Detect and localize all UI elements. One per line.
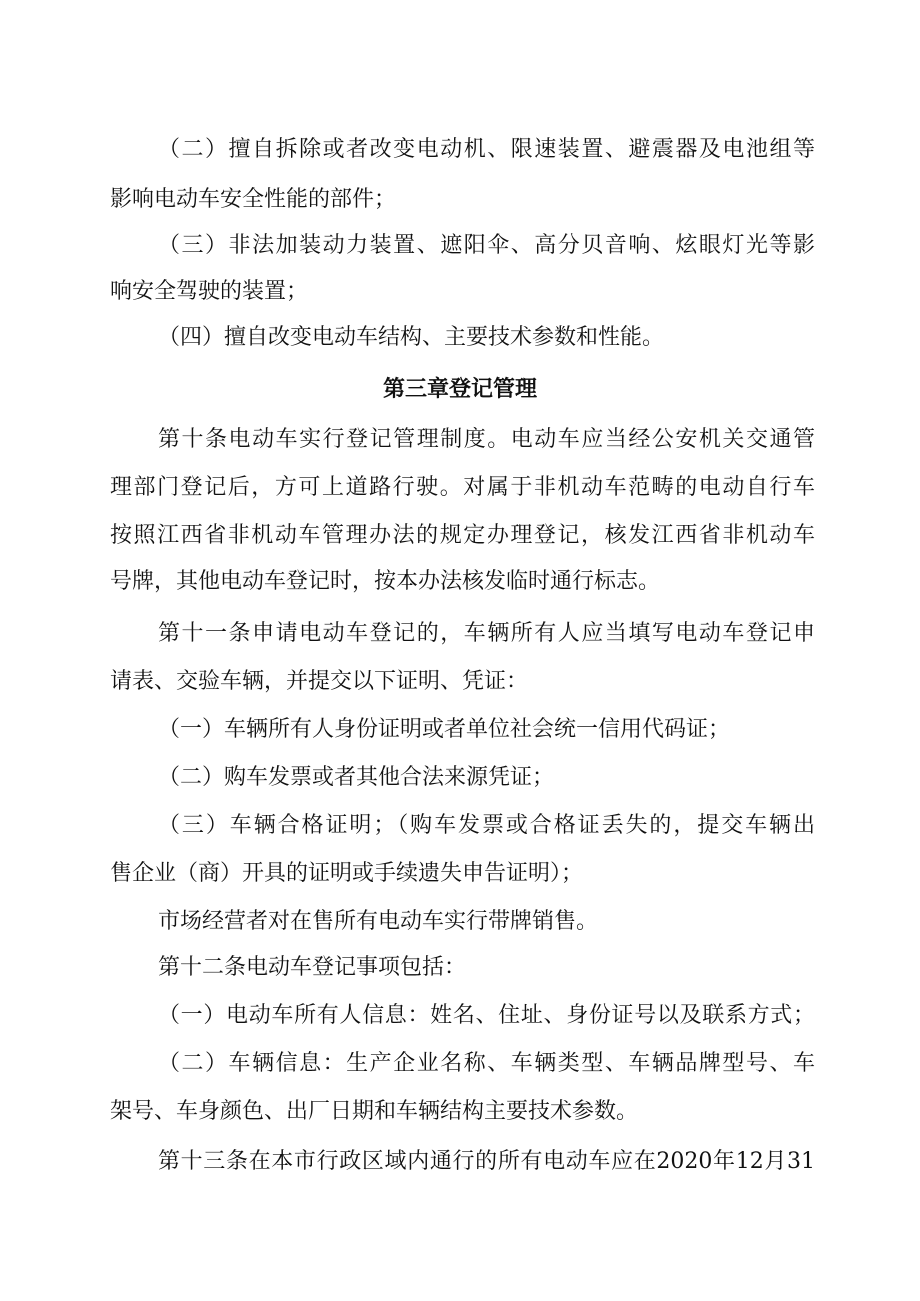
- paragraph-line: 第十条电动车实行登记管理制度。电动车应当经公安机关交通管: [158, 427, 815, 452]
- paragraph-line: 市场经营者对在售所有电动车实行带牌销售。: [158, 909, 599, 934]
- paragraph-line: 第十二条电动车登记事项包括：: [158, 955, 467, 980]
- chapter-heading: 第三章登记管理: [382, 377, 537, 402]
- paragraph-line: 响安全驾驶的装置；: [110, 279, 309, 304]
- paragraph-line: （二）车辆信息：生产企业名称、车辆类型、车辆品牌型号、车: [158, 1051, 815, 1076]
- paragraph-line: （三）车辆合格证明；（购车发票或合格证丢失的，提交车辆出: [158, 813, 815, 838]
- paragraph-line: 第十一条申请电动车登记的，车辆所有人应当填写电动车登记申: [158, 621, 815, 646]
- paragraph-line: （四）擅自改变电动车结构、主要技术参数和性能。: [158, 325, 665, 350]
- paragraph-line: （一）电动车所有人信息：姓名、住址、身份证号以及联系方式；: [158, 1003, 815, 1028]
- paragraph-line: 理部门登记后，方可上道路行驶。对属于非机动车范畴的电动自行车: [110, 475, 815, 500]
- paragraph-line: 架号、车身颜色、出厂日期和车辆结构主要技术参数。: [110, 1099, 639, 1124]
- paragraph-line: 按照江西省非机动车管理办法的规定办理登记，核发江西省非机动车: [110, 523, 815, 548]
- paragraph-line: 请表、交验车辆，并提交以下证明、凭证：: [110, 669, 529, 694]
- paragraph-line: （二）购车发票或者其他合法来源凭证；: [158, 765, 555, 790]
- paragraph-line: 第十三条在本市行政区域内通行的所有电动车应在2020年12月31: [158, 1149, 815, 1174]
- paragraph-line: （一）车辆所有人身份证明或者单位社会统一信用代码证；: [158, 717, 731, 742]
- paragraph-line: 售企业（商）开具的证明或手续遗失申告证明）；: [110, 861, 584, 886]
- paragraph-line: （三）非法加装动力装置、遮阳伞、高分贝音响、炫眼灯光等影: [158, 233, 815, 258]
- paragraph-line: 号牌，其他电动车登记时，按本办法核发临时通行标志。: [110, 569, 661, 594]
- paragraph-line: （二）擅自拆除或者改变电动机、限速装置、避震器及电池组等: [158, 137, 815, 162]
- paragraph-line: 影响电动车安全性能的部件；: [110, 187, 397, 212]
